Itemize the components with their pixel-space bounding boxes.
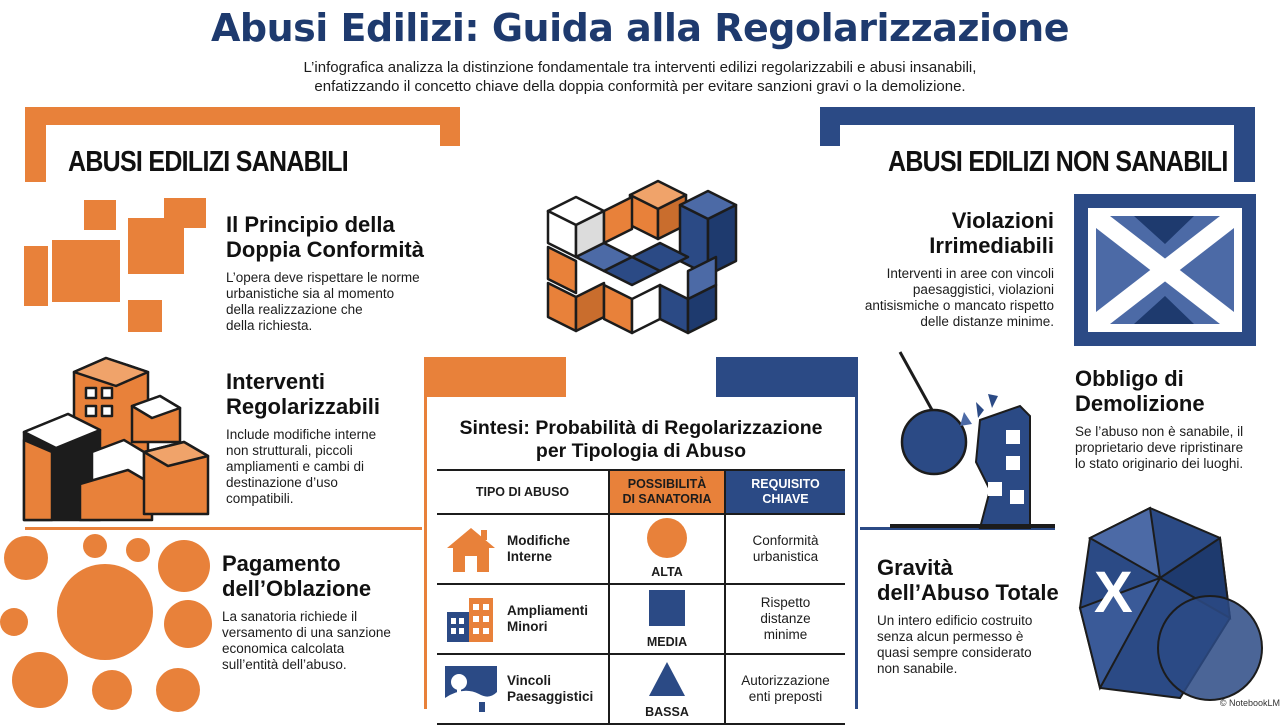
type-cell: Modifiche Interne — [437, 514, 609, 584]
requirement-cell: Conformità urbanistica — [725, 514, 845, 584]
requirement-cell: Autorizzazione enti preposti — [725, 654, 845, 724]
squares-icon — [24, 196, 214, 336]
non-sanabili-heading: ABUSI EDILIZI NON SANABILI — [888, 146, 1228, 178]
level-label: ALTA — [651, 565, 683, 579]
square-icon — [645, 588, 689, 628]
sanabili-item-1 — [226, 212, 424, 334]
header-type: TIPO DI ABUSO — [437, 470, 609, 514]
table-frame-orange — [424, 357, 566, 397]
landscape-icon — [443, 664, 499, 714]
header-requirement: REQUISITO CHIAVE — [725, 470, 845, 514]
buildings-icon — [24, 352, 214, 522]
item-title: Obbligo di Demolizione — [1075, 366, 1205, 416]
cubes-icon — [540, 175, 740, 355]
possibility-cell — [609, 514, 725, 584]
item-title: Il Principio della Doppia Conformità — [226, 212, 424, 262]
circle-icon — [645, 518, 689, 558]
table-frame-blue — [716, 357, 858, 397]
item-title: Gravità dell’Abuso Totale — [877, 555, 1059, 605]
non-sanabili-item-3 — [877, 555, 1059, 677]
page-title: Abusi Edilizi: Guida alla Regolarizzazione — [211, 6, 1069, 50]
wrecking-ball-icon — [880, 350, 1060, 530]
svg-text:X: X — [1094, 560, 1133, 625]
house-icon — [443, 524, 499, 574]
item-text: Se l’abuso non è sanabile, il proprietario deve ripristinare lo stato originario dei luoghi. — [1075, 424, 1244, 471]
item-text: L’opera deve rispettare le norme urbanistiche sia al momento della realizzazione che della richiesta. — [226, 270, 420, 333]
polyhedron-x-icon — [1080, 508, 1270, 708]
type-cell: Ampliamenti Minori — [437, 584, 609, 654]
item-title: Pagamento dell’Oblazione — [222, 551, 372, 601]
level-label: BASSA — [645, 705, 689, 719]
table-row — [437, 584, 845, 654]
item-title: Interventi Regolarizzabili — [226, 369, 381, 419]
watermark: © NotebookLM — [1219, 698, 1280, 708]
subtitle-line-1: L’infografica analizza la distinzione fondamentale tra interventi edilizi regolarizzabili e abusi insanabili, — [303, 59, 977, 76]
subtitle-line-2: enfatizzando il concetto chiave della doppia conformità per evitare sanzioni gravi o la demolizione. — [314, 78, 966, 95]
item-text: La sanatoria richiede il versamento di una sanzione economica calcolata sull’entità dell’abuso. — [222, 609, 391, 672]
item-text: Un intero edificio costruito senza alcun permesso è quasi sempre considerato non sanabile. — [877, 613, 1033, 676]
circles-icon — [0, 540, 215, 709]
possibility-cell — [609, 654, 725, 724]
item-title: Violazioni Irrimediabili — [929, 208, 1054, 258]
synthesis-table — [437, 469, 845, 725]
table-header-row — [437, 470, 845, 514]
sanabili-heading: ABUSI EDILIZI SANABILI — [68, 146, 348, 178]
non-sanabili-item-2 — [1075, 366, 1243, 472]
building-icon — [443, 594, 499, 644]
triangle-icon — [645, 658, 689, 698]
item-text: Include modifiche interne non strutturali, piccoli ampliamenti e cambi di destinazione d’uso compatibili. — [226, 427, 377, 506]
synthesis-table-wrap — [437, 469, 845, 725]
crossed-box-icon — [1074, 194, 1256, 346]
sanabili-item-3 — [222, 551, 391, 673]
divider-left — [25, 527, 422, 530]
non-sanabili-item-1 — [865, 208, 1054, 330]
possibility-cell — [609, 584, 725, 654]
header-possibility: POSSIBILITÀ DI SANATORIA — [609, 470, 725, 514]
requirement-cell: Rispetto distanze minime — [725, 584, 845, 654]
sanabili-item-2 — [226, 369, 380, 507]
item-text: Interventi in aree con vincoli paesaggistici, violazioni antisismiche o mancato rispetto delle distanze minime. — [864, 266, 1054, 329]
table-row — [437, 654, 845, 724]
synthesis-title: Sintesi: Probabilità di Regolarizzazione per Tipologia di Abuso — [459, 417, 823, 462]
type-cell: Vincoli Paesaggistici — [437, 654, 609, 724]
level-label: MEDIA — [646, 635, 688, 649]
table-row — [437, 514, 845, 584]
